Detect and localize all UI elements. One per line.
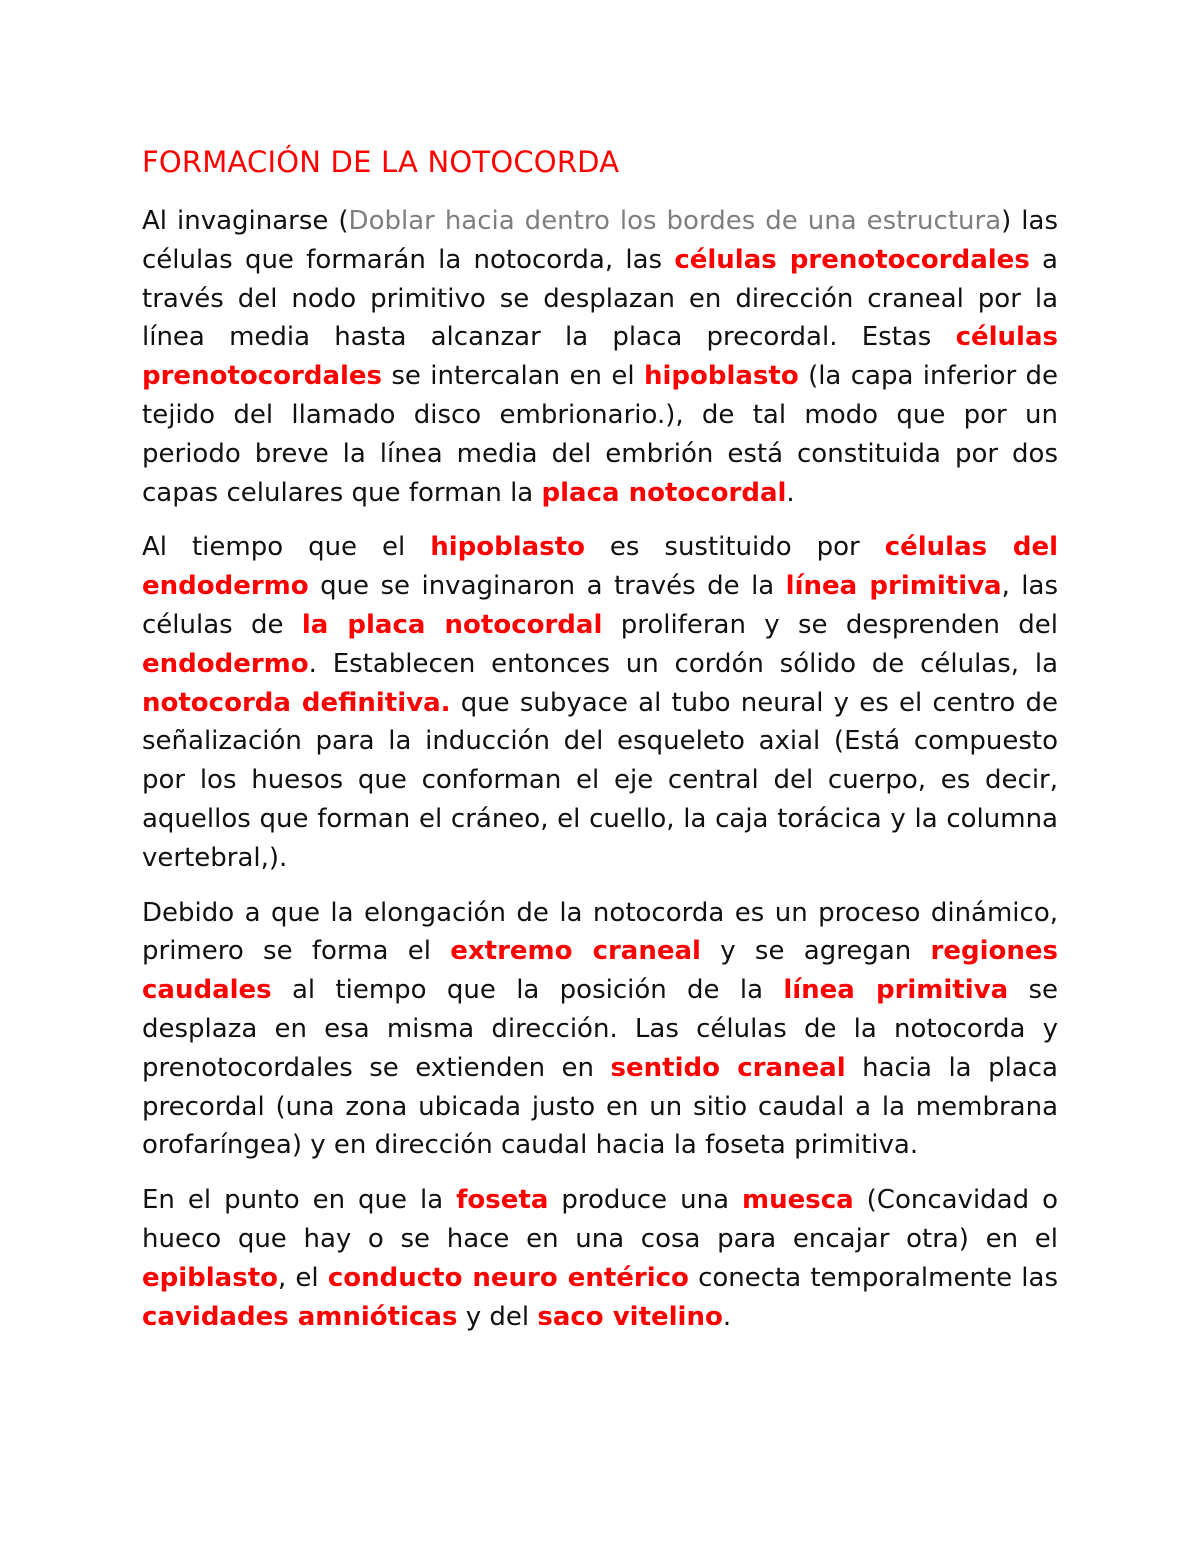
paragraph-text: que subyace al tubo neural y es el centro de señalización para la inducción del esqueleto axial (Está compuesto por los huesos que conforman el eje central del cuerpo, es decir, aquellos que forman el cráneo, el cuello, la caja torácica y la columna vertebral,). [142, 687, 1058, 873]
paragraph-4 [142, 1181, 1058, 1336]
highlighted-term: células prenotocordales [674, 244, 1030, 275]
document-page [142, 140, 1058, 1352]
highlighted-term: sentido craneal [610, 1052, 846, 1083]
highlighted-term: hipoblasto [430, 532, 585, 563]
paragraph-text: . Establecen entonces un cordón sólido de células, la [308, 648, 1058, 679]
paragraph-text: produce una [548, 1185, 742, 1216]
paragraph-3 [142, 894, 1058, 1166]
paragraph-text: (Concavidad o hueco que hay o se hace en una cosa para encajar otra) en el [142, 1185, 1058, 1254]
highlighted-term: saco vitelino [537, 1301, 723, 1332]
highlighted-term: conducto neuro entérico [327, 1262, 689, 1293]
highlighted-term: células del endodermo [142, 532, 1059, 602]
highlighted-term: muesca [742, 1185, 854, 1216]
paragraph-text: se intercalan en el [382, 361, 644, 392]
paragraph-text: al tiempo que la posición de la [271, 975, 784, 1006]
definition-note: Doblar hacia dentro los bordes de una estructura [348, 206, 1002, 236]
highlighted-term: epiblasto [142, 1262, 278, 1293]
highlighted-term: endodermo [142, 648, 309, 679]
paragraph-text: Al invaginarse ( [142, 206, 349, 236]
paragraph-text: ) las células que formarán la notocorda, las [142, 206, 1058, 275]
highlighted-term: hipoblasto [643, 361, 799, 392]
paragraph-text: proliferan y se desprenden del [602, 609, 1058, 640]
paragraph-text: , el [278, 1262, 328, 1293]
highlighted-term: placa notocordal [541, 477, 787, 508]
paragraph-text: y del [457, 1301, 538, 1332]
paragraph-text: que se invaginaron a través de la [308, 571, 786, 602]
document-title: FORMACIÓN DE LA NOTOCORDA [142, 145, 620, 179]
paragraph-text: (la capa inferior de tejido del llamado disco embrionario.), de tal modo que por un periodo breve la línea media del embrión está constituida por dos capas celulares que forman la [142, 361, 1058, 508]
paragraph-text: Al tiempo que el [142, 532, 431, 563]
paragraph-text: y se agregan [700, 936, 931, 967]
paragraph-text: conecta temporalmente las [688, 1262, 1058, 1293]
highlighted-term: células prenotocordales [142, 322, 1058, 392]
highlighted-term: línea primitiva [785, 571, 1002, 602]
highlighted-term: línea primitiva [783, 975, 1009, 1006]
paragraph-text: . [722, 1301, 732, 1332]
paragraph-text: En el punto en que la [142, 1185, 457, 1216]
paragraph-2 [142, 528, 1058, 877]
paragraph-text: . [786, 477, 795, 508]
paragraph-text: se desplaza en esa misma dirección. Las células de la notocorda y prenotocordales se extienden en [142, 975, 1058, 1083]
paragraph-text: es sustituido por [584, 532, 885, 563]
highlighted-term: regiones caudales [142, 936, 1058, 1006]
highlighted-term: la placa notocordal [301, 609, 603, 640]
paragraph-text: Debido a que la elongación de la notocorda es un proceso dinámico, primero se forma el [142, 897, 1058, 967]
highlighted-term: notocorda definitiva. [142, 687, 451, 718]
highlighted-term: extremo craneal [450, 936, 701, 967]
paragraph-text: hacia la placa precordal (una zona ubicada justo en un sitio caudal a la membrana orofaríngea) y en dirección caudal hacia la foseta primitiva. [142, 1052, 1058, 1161]
paragraph-text: a través del nodo primitivo se desplazan en dirección craneal por la línea media hasta alcanzar la placa precordal. Estas [142, 244, 1058, 353]
highlighted-term: foseta [456, 1185, 549, 1216]
document-body [142, 202, 1058, 1336]
highlighted-term: cavidades amnióticas [142, 1301, 458, 1332]
paragraph-text: , las células de [142, 571, 1058, 640]
paragraph-1 [142, 202, 1058, 512]
